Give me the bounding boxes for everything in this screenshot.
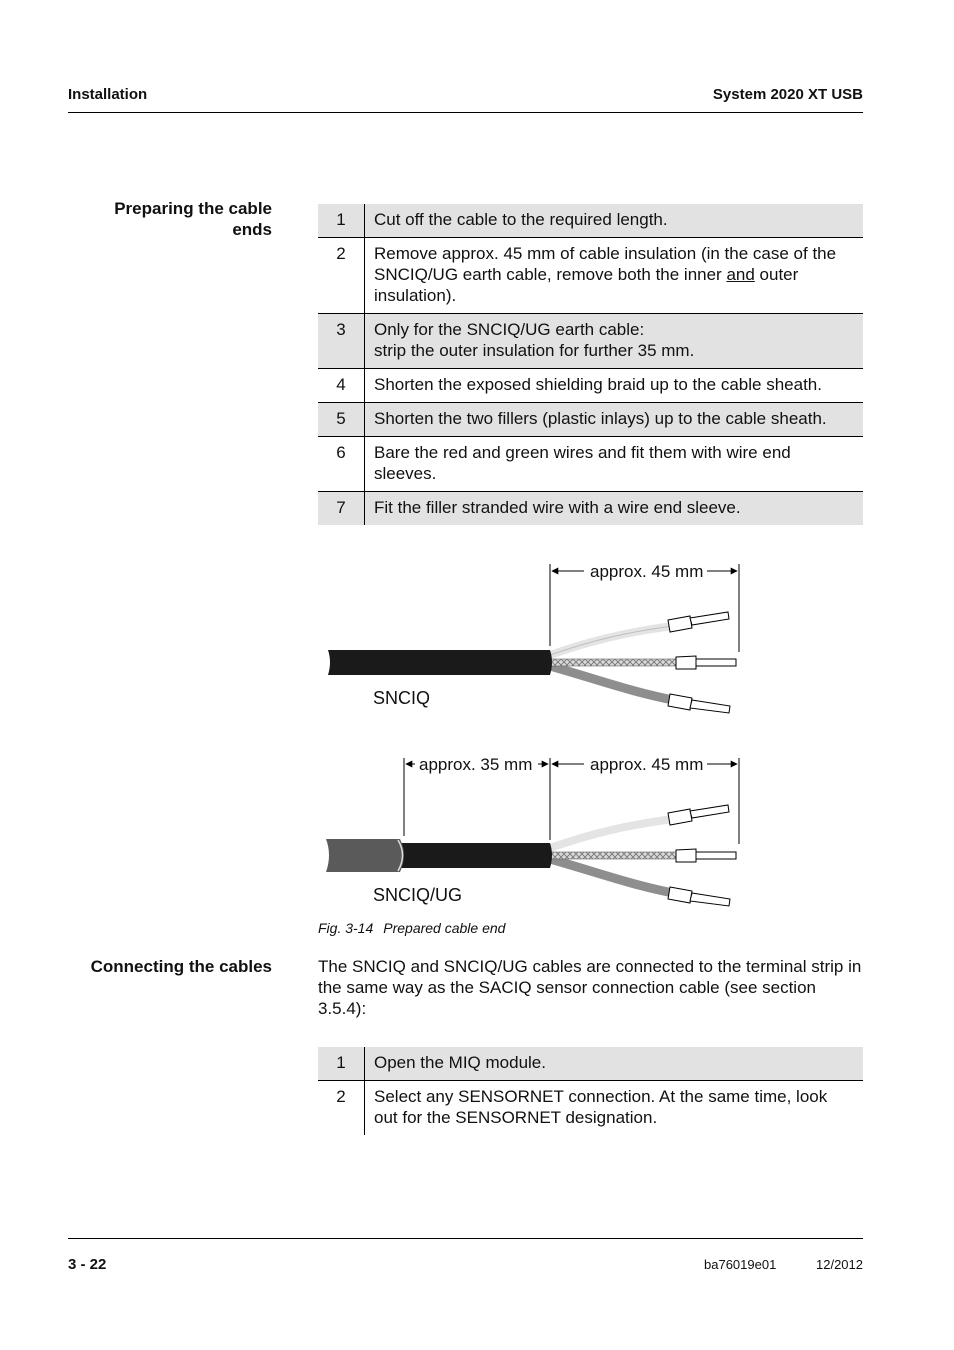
prep-heading-line1: Preparing the cable [114,199,272,218]
figure-title: Prepared cable end [383,920,506,936]
step-text-underlined: and [726,265,755,284]
connect-paragraph: The SNCIQ and SNCIQ/UG cables are connected to the terminal strip in the same way as the SACIQ sensor connection cable (see section 3.5.4): [318,957,862,1018]
step-number: 6 [318,437,365,492]
step-text: Shorten the two fillers (plastic inlays) up to the cable sheath. [365,403,864,437]
shield-braid [546,659,679,666]
dimension-label: approx. 45 mm [590,562,704,581]
document-date: 12/2012 [816,1257,863,1272]
step-text: Fit the filler stranded wire with a wire end sleeve. [365,492,864,526]
dimension-label: approx. 45 mm [590,755,704,774]
figure-number: Fig. 3-14 [318,920,374,936]
step-text: Shorten the exposed shielding braid up to the cable sheath. [365,369,864,403]
header-rule [68,112,863,113]
footer-rule [68,1238,863,1239]
table-row [318,238,863,314]
step-number: 2 [318,238,365,314]
cable-label: SNCIQ [373,688,431,708]
inner-sheath [400,843,552,868]
white-wire [550,626,673,655]
step-number: 1 [318,1047,365,1081]
figure-caption [318,920,505,936]
wire-end-sleeve [676,656,736,669]
wire-end-sleeve [668,887,730,906]
shield-braid [546,852,679,859]
prep-steps-table [318,204,863,525]
wire-end-sleeve [668,805,729,825]
table-row [318,492,863,526]
cable-end-figure [318,548,758,914]
step-text: Cut off the cable to the required length. [365,204,864,238]
step-number: 5 [318,403,365,437]
prep-heading [68,198,272,240]
step-number: 4 [318,369,365,403]
step-text: Bare the red and green wires and fit them with wire end sleeves. [365,437,864,492]
grey-wire [550,666,673,700]
table-row [318,314,863,369]
table-row [318,1081,863,1136]
running-header-product: System 2020 XT USB [712,86,863,103]
step-number: 3 [318,314,365,369]
step-text-line: Only for the SNCIQ/UG earth cable: [374,320,645,339]
step-number: 1 [318,204,365,238]
step-text [365,238,864,314]
document-code: ba76019e01 [704,1257,777,1272]
table-row [318,1047,863,1081]
table-row [318,204,863,238]
running-header-section: Installation [68,86,148,103]
outer-sheath [328,650,552,675]
page-number: 3 - 22 [68,1256,107,1273]
table-row [318,437,863,492]
connect-steps-table [318,1047,863,1135]
step-text-part: Remove approx. 45 mm of cable insulation (in the case of the SNCIQ/UG earth cable, remove both the inner [374,244,837,284]
white-wire [550,819,673,848]
table-row [318,403,863,437]
step-text: Open the MIQ module. [365,1047,864,1081]
step-text: Select any SENSORNET connection. At the same time, look out for the SENSORNET designation. [365,1081,864,1136]
dimension-label: approx. 35 mm [419,755,533,774]
step-text [365,314,864,369]
sinciq-cable-drawing [328,562,739,713]
step-text-line: strip the outer insulation for further 35 mm. [374,341,695,360]
wire-end-sleeve [668,612,729,632]
step-number: 7 [318,492,365,526]
wire-end-sleeve [676,849,736,862]
grey-wire [550,859,673,893]
step-number: 2 [318,1081,365,1136]
outer-insulation [326,839,404,872]
table-row [318,369,863,403]
step-text-part: outer insulation). [374,265,799,305]
wire-end-sleeve [668,694,730,713]
cable-label: SNCIQ/UG [373,885,463,905]
sinciq-ug-cable-drawing [326,755,739,906]
prep-heading-line2: ends [232,220,272,239]
connect-heading: Connecting the cables [90,957,272,976]
